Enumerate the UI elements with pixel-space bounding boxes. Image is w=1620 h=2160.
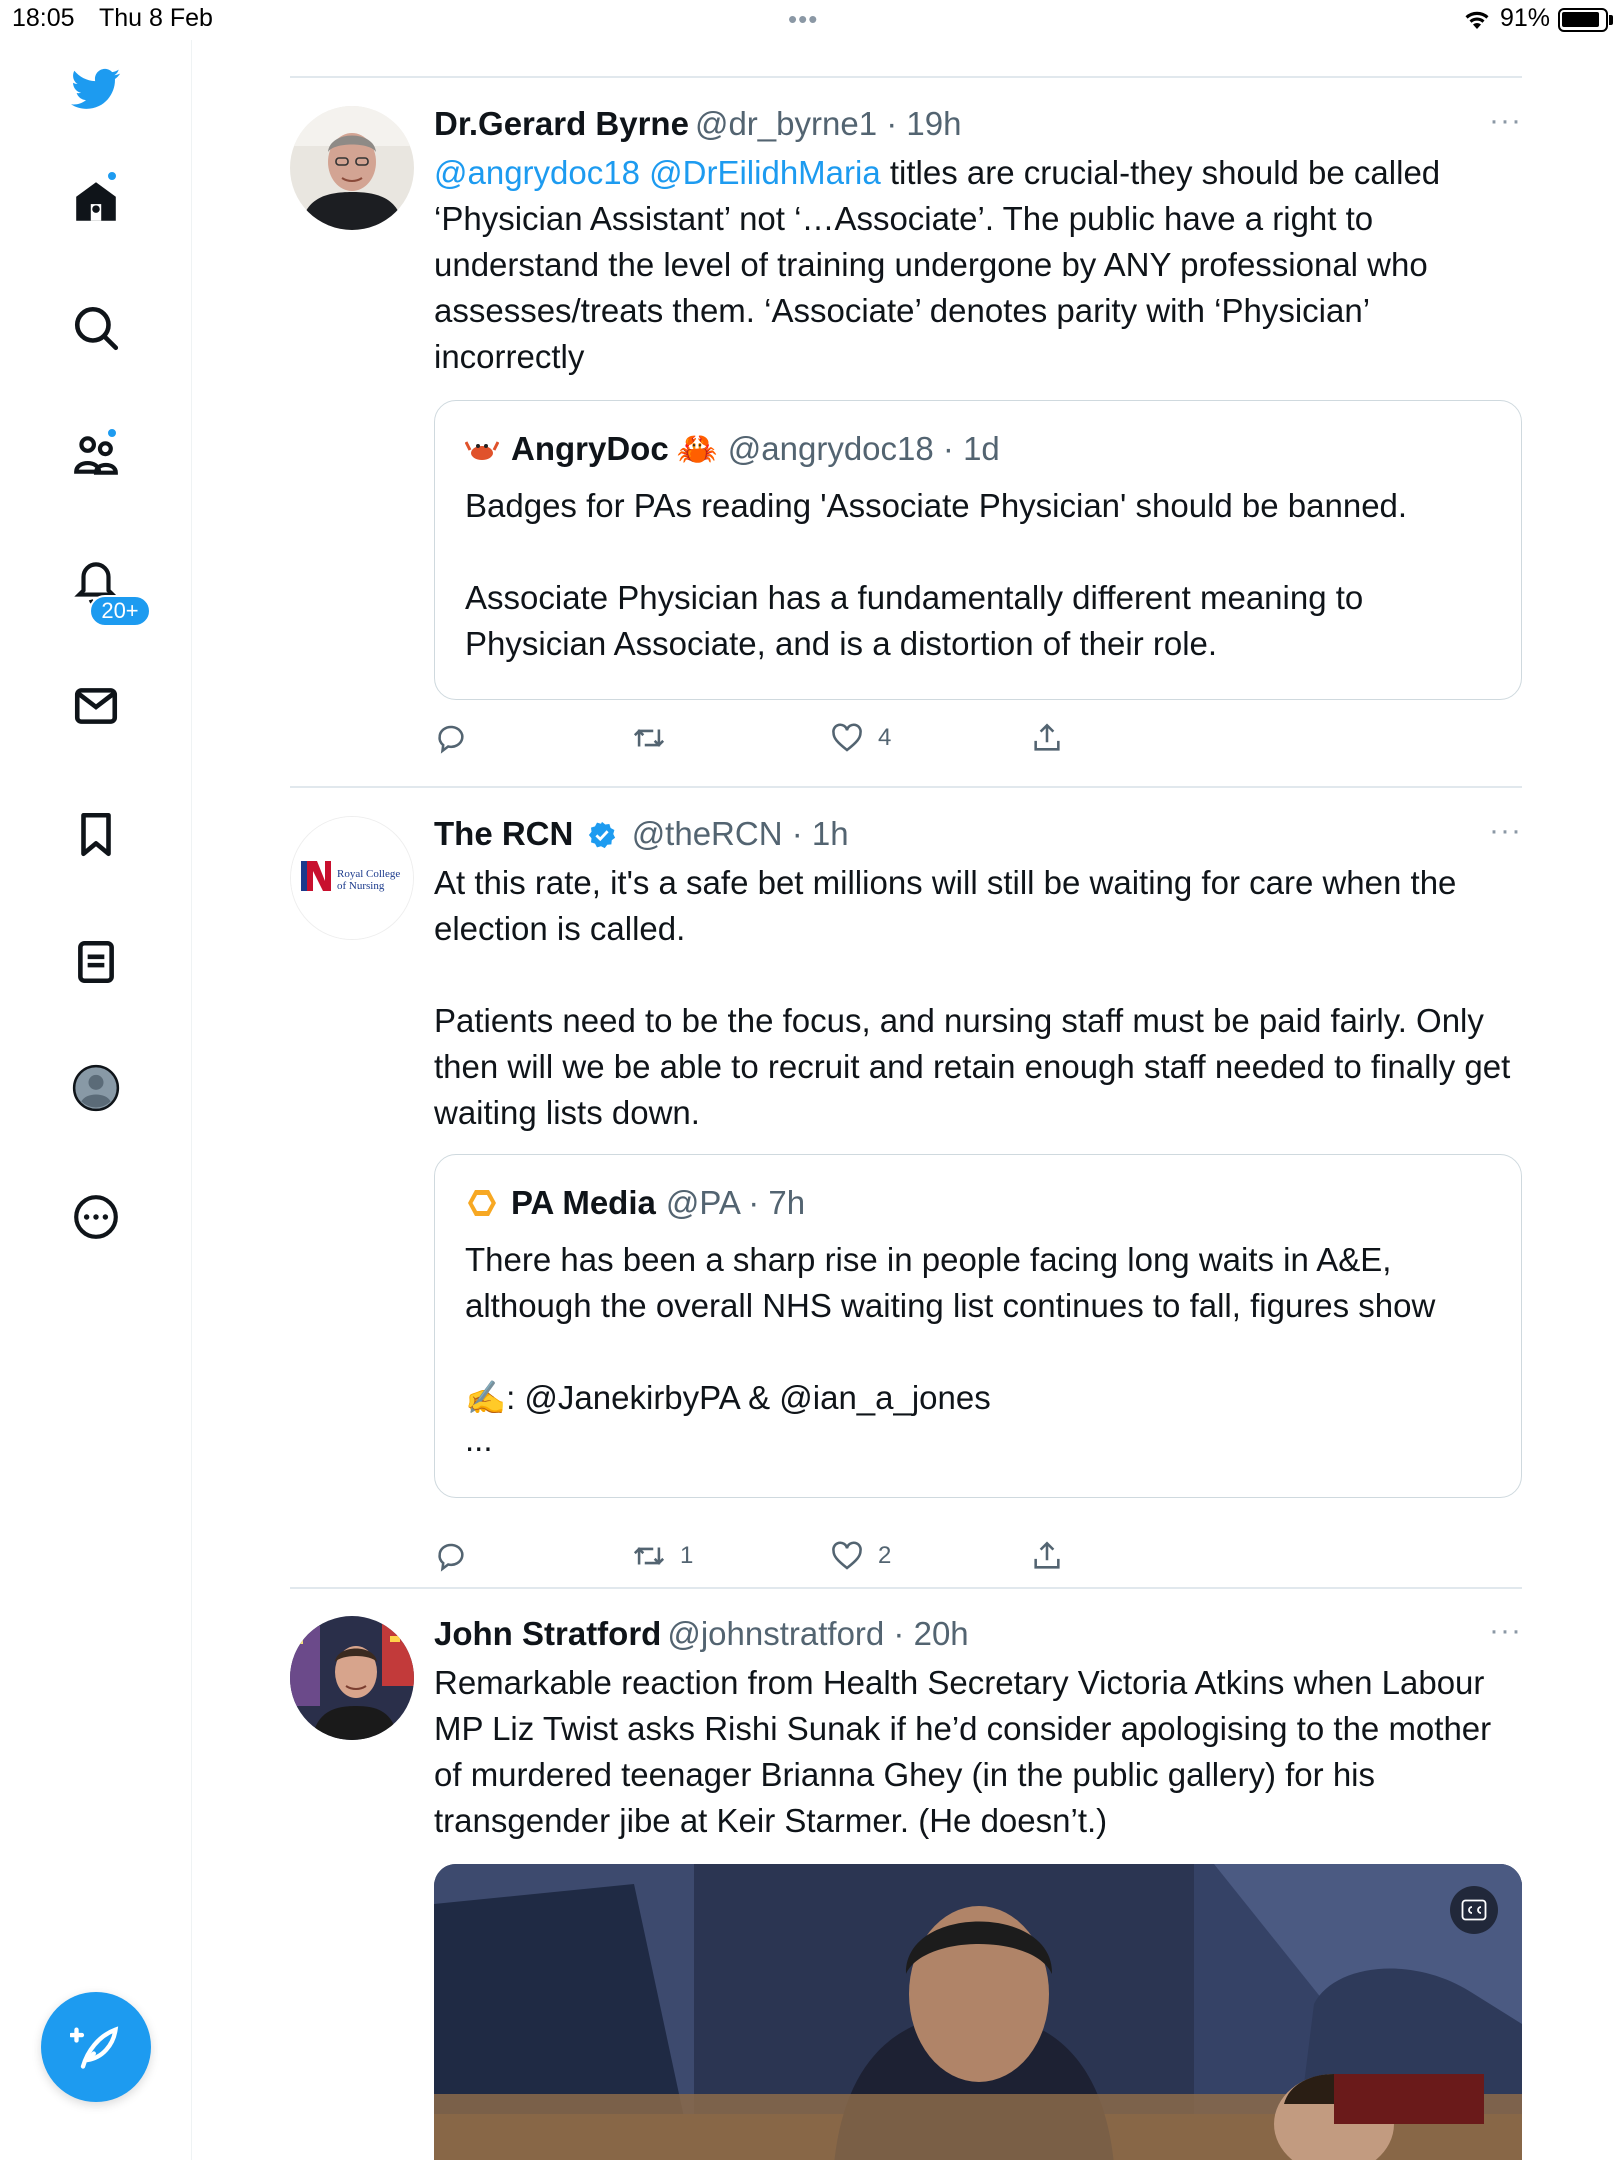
author-name[interactable]: John Stratford <box>434 1615 662 1652</box>
quoted-text-para2: Associate Physician has a fundamentally different meaning to Physician Associate, and is a distortion of their role. <box>465 579 1364 662</box>
home-icon[interactable] <box>66 172 126 232</box>
tweet-video[interactable] <box>434 1864 1522 2160</box>
share-icon <box>1030 721 1064 755</box>
tweet[interactable] <box>290 814 1522 1574</box>
author-name[interactable]: Dr.Gerard Byrne <box>434 105 689 142</box>
reply-icon <box>434 721 468 755</box>
mail-icon[interactable] <box>66 676 126 736</box>
status-date: Thu 8 Feb <box>99 4 213 32</box>
avatar[interactable] <box>290 1616 414 1740</box>
quoted-text-para1: There has been a sharp rise in people facing long waits in A&E, although the overall NHS waiting list continues to fall, figures show <box>465 1241 1436 1324</box>
avatar[interactable] <box>290 106 414 230</box>
tweet-text <box>434 150 1522 380</box>
more-options-icon[interactable]: ··· <box>1489 1614 1522 1647</box>
heart-icon <box>830 1539 864 1573</box>
video-thumbnail <box>434 1864 1522 2160</box>
quoted-tweet[interactable] <box>434 400 1522 700</box>
quoted-author-name: AngryDoc <box>511 430 669 467</box>
reply-button[interactable] <box>434 718 482 758</box>
wifi-icon <box>1462 7 1492 31</box>
mention-link[interactable]: @angrydoc18 <box>434 154 640 191</box>
battery-fill <box>1562 12 1599 27</box>
list-icon[interactable] <box>66 932 126 992</box>
clipped-previous-content <box>430 34 1190 40</box>
author-handle-time[interactable]: @johnstratford · 20h <box>667 1615 969 1652</box>
quoted-author-handle-time: @PA · 7h <box>665 1184 806 1221</box>
tweet-body: titles are crucial-they should be called ‘Physician Assistant’ not ‘…Associate’. The public have a right to understand the level of training undergone by ANY professional who assesses/treats them. ‘Associate’ denotes parity with ‘Physician’ incorrectly <box>434 154 1441 375</box>
tweet-actions <box>434 1536 1134 1576</box>
tweet[interactable] <box>290 104 1522 764</box>
battery-nub <box>1609 15 1613 25</box>
retweet-button[interactable]: 1 <box>632 1536 693 1576</box>
quoted-text-para2: ✍️: @JanekirbyPA & @ian_a_jones <box>465 1379 991 1416</box>
reply-button[interactable] <box>434 1536 482 1576</box>
tweet-text-para1: At this rate, it's a safe bet millions will still be waiting for care when the election is called. <box>434 864 1457 947</box>
verified-badge-icon <box>587 820 617 850</box>
bird-icon[interactable] <box>66 58 126 118</box>
more-options-icon[interactable]: ··· <box>1489 104 1522 137</box>
compose-tweet-button[interactable] <box>41 1992 151 2102</box>
rcn-logo-text: Royal College <box>337 868 401 880</box>
quoted-author-handle-time: @angrydoc18 · 1d <box>727 430 1000 467</box>
multitasking-dots[interactable]: ••• <box>788 4 819 34</box>
tweet-text: Remarkable reaction from Health Secretary Victoria Atkins when Labour MP Liz Twist asks Rishi Sunak if he’d consider apologising to the mother of murdered teenager Brianna Ghey (in the public gallery) for his transgender jibe at Keir Starmer. (He doesn’t.) <box>434 1664 1492 1839</box>
sidebar <box>0 40 192 2160</box>
closed-captions-icon[interactable] <box>1450 1886 1498 1934</box>
author-handle-time[interactable]: @theRCN · 1h <box>631 815 849 852</box>
crab-avatar-icon <box>465 432 499 466</box>
divider <box>290 76 1522 78</box>
bookmark-icon[interactable] <box>66 804 126 864</box>
profile-icon[interactable] <box>66 1058 126 1118</box>
search-icon[interactable] <box>66 298 126 358</box>
mention-link[interactable]: @DrEilidhMaria <box>649 154 881 191</box>
retweet-button[interactable] <box>632 718 680 758</box>
author-name[interactable]: The RCN <box>434 815 574 852</box>
more-options-icon[interactable]: ··· <box>1489 814 1522 847</box>
avatar[interactable] <box>290 816 414 940</box>
author-handle-time[interactable]: @dr_byrne1 · 19h <box>694 105 962 142</box>
retweet-icon <box>632 1539 666 1573</box>
battery-icon <box>1558 8 1608 32</box>
status-time: 18:05 <box>12 4 75 32</box>
reply-icon <box>434 1539 468 1573</box>
tweet[interactable] <box>290 1614 1522 2160</box>
share-button[interactable] <box>1030 718 1064 758</box>
divider <box>290 1587 1522 1589</box>
communities-notification-dot <box>106 427 118 439</box>
pa-media-logo-icon <box>465 1186 499 1220</box>
home-notification-dot <box>106 170 118 182</box>
feather-plus-icon <box>70 2021 122 2073</box>
quoted-tweet[interactable] <box>434 1154 1522 1498</box>
like-button[interactable]: 4 <box>830 718 891 758</box>
heart-icon <box>830 721 864 755</box>
divider <box>290 786 1522 788</box>
retweet-icon <box>632 721 666 755</box>
battery-percent: 91% <box>1500 4 1551 32</box>
quoted-text-para1: Badges for PAs reading 'Associate Physician' should be banned. <box>465 487 1408 524</box>
quoted-author-name: PA Media <box>511 1184 656 1221</box>
tweet-actions <box>434 718 1134 758</box>
notification-count-badge: 20+ <box>89 595 151 627</box>
share-icon <box>1030 1539 1064 1573</box>
like-button[interactable]: 2 <box>830 1536 891 1576</box>
tweet-text-para2: Patients need to be the focus, and nursing staff must be paid fairly. Only then will we be able to recruit and retain enough staff needed to finally get waiting lists down. <box>434 1002 1511 1131</box>
crab-emoji: 🦀 <box>676 430 718 467</box>
share-button[interactable] <box>1030 1536 1064 1576</box>
rcn-logo-text: of Nursing <box>337 880 385 892</box>
more-circle-icon[interactable] <box>66 1187 126 1247</box>
quoted-text-ellipsis: ... <box>465 1421 493 1458</box>
